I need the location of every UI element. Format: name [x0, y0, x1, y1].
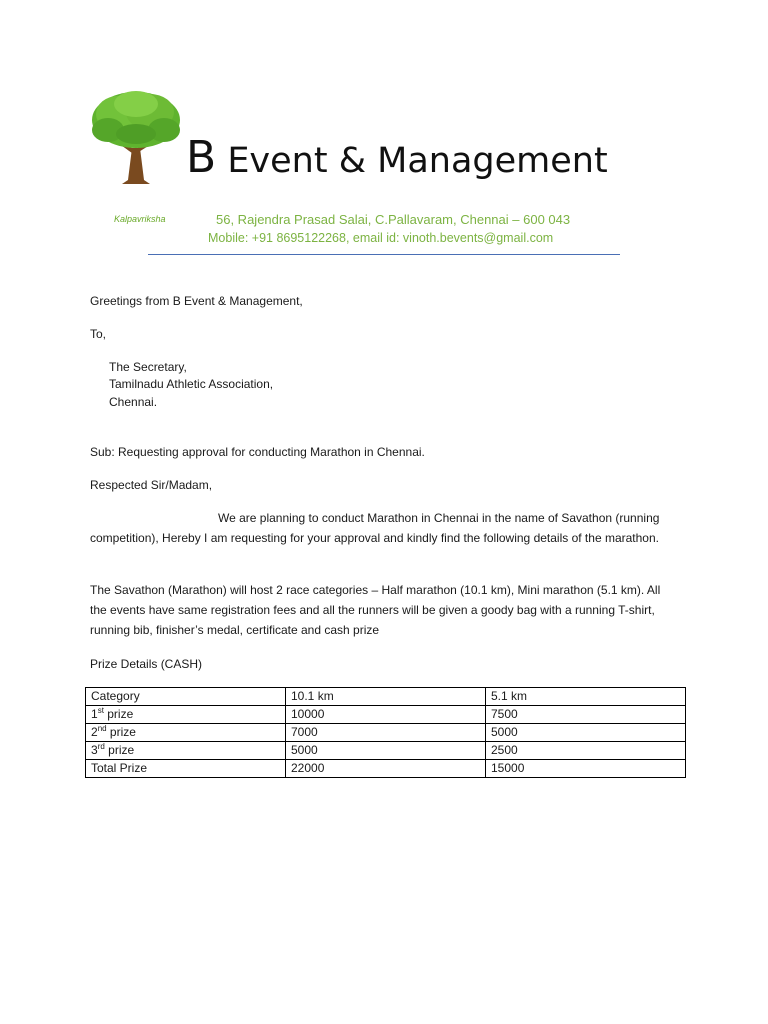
letterhead-divider [148, 254, 620, 255]
company-name-rest: Event & Management [216, 141, 608, 181]
subject-line: Sub: Requesting approval for conducting Marathon in Chennai. [90, 445, 425, 459]
table-cell: 5000 [286, 742, 486, 760]
table-cell-category: 3rd prize [86, 742, 286, 760]
table-header-cell: Category [86, 688, 286, 706]
table-row [86, 706, 686, 724]
table-cell: 15000 [486, 760, 686, 778]
company-name [186, 132, 608, 183]
table-header-cell: 10.1 km [286, 688, 486, 706]
table-cell: 22000 [286, 760, 486, 778]
company-address: 56, Rajendra Prasad Salai, C.Pallavaram, Chennai – 600 043 [216, 212, 571, 227]
company-initial: B [186, 132, 217, 183]
recipient-line: Chennai. [109, 395, 158, 409]
table-cell: 7000 [286, 724, 486, 742]
salutation: Respected Sir/Madam, [90, 478, 213, 492]
logo-caption: Kalpavriksha [114, 214, 166, 224]
table-cell-category: Total Prize [86, 760, 286, 778]
paragraph-intro-rest: (running competition), Hereby I am requesting for your approval and kindly find the following details of the marathon. [90, 511, 660, 545]
company-contact: Mobile: +91 8695122268, email id: vinoth.bevents@gmail.com [208, 231, 554, 245]
table-total-row [86, 760, 686, 778]
table-cell: 10000 [286, 706, 486, 724]
paragraph-intro [90, 508, 678, 548]
table-cell-category: 1st prize [86, 706, 286, 724]
to-line: To, [90, 327, 107, 341]
recipient-line: The Secretary, [109, 360, 187, 374]
table-cell: 7500 [486, 706, 686, 724]
table-row [86, 724, 686, 742]
table-header-row [86, 688, 686, 706]
table-cell-category: 2nd prize [86, 724, 286, 742]
prize-table [85, 687, 686, 778]
prize-heading: Prize Details (CASH) [90, 657, 203, 671]
paragraph-intro-first: We are planning to conduct Marathon in Chennai in the name of Savathon [218, 511, 613, 525]
table-header-cell: 5.1 km [486, 688, 686, 706]
recipient-line: Tamilnadu Athletic Association, [109, 377, 274, 391]
greeting: Greetings from B Event & Management, [90, 294, 303, 308]
tree-icon [88, 90, 188, 186]
table-row [86, 742, 686, 760]
table-cell: 5000 [486, 724, 686, 742]
paragraph-details: The Savathon (Marathon) will host 2 race categories – Half marathon (10.1 km), Mini marathon (5.1 km). All the events have same registration fees and all the runners will be given a goody bag with a running T-shirt, running bib, finisher’s medal, certificate and cash prize [90, 583, 661, 637]
table-cell: 2500 [486, 742, 686, 760]
